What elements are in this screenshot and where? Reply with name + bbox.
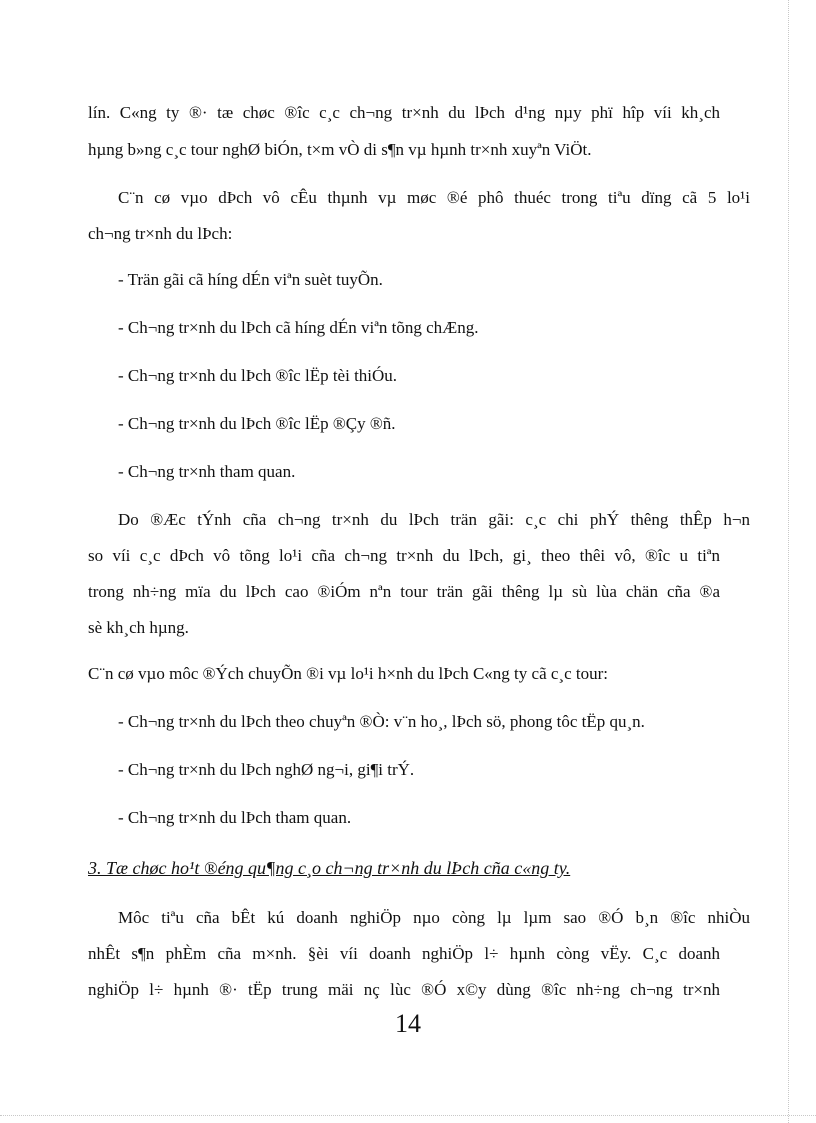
paragraph-line: C¨n cø vµo môc ®Ých chuyÕn ®i vµ lo¹i h×nh du lÞch C«ng ty cã c¸c tour: <box>88 664 608 683</box>
paragraph-line: sè kh¸ch hµng. <box>88 618 189 637</box>
list-item: - Ch¬ng tr×nh du lÞch nghØ ng¬i, gi¶i trÝ. <box>118 760 415 779</box>
list-item: - Ch¬ng tr×nh du lÞch ®îc lËp tèi thiÓu. <box>118 366 398 385</box>
paragraph-line: nghiÖp l÷ hµnh ®· tËp trung mäi nç lùc ®Ó x©y dùng ®îc nh÷ng ch¬ng tr×nh <box>88 980 720 999</box>
paragraph-line: Do ®Æc tÝnh cña ch¬ng tr×nh du lÞch trän gãi: c¸c chi phÝ thêng thÊp h¬n <box>118 510 750 529</box>
page-border-bottom <box>0 1115 816 1116</box>
list-item: - Ch¬ng tr×nh du lÞch theo chuyªn ®Ò: v¨n ho¸, lÞch sö, phong tôc tËp qu¸n. <box>118 712 645 731</box>
page-border-right <box>788 0 789 1123</box>
list-item: - Ch¬ng tr×nh tham quan. <box>118 462 296 481</box>
list-item: - Ch¬ng tr×nh du lÞch cã híng dÉn viªn tõng chÆng. <box>118 318 479 337</box>
paragraph-line: Môc tiªu cña bÊt kú doanh nghiÖp nµo còng lµ lµm sao ®Ó b¸n ®îc nhiÒu <box>118 908 750 927</box>
paragraph-line: nhÊt s¶n phÈm cña m×nh. §èi víi doanh nghiÖp l÷ hµnh còng vËy. C¸c doanh <box>88 944 720 963</box>
list-item: - Trän gãi cã híng dÉn viªn suèt tuyÕn. <box>118 270 383 289</box>
paragraph-line: lín. C«ng ty ®· tæ chøc ®îc c¸c ch¬ng tr×nh du lÞch d¹ng nµy phï hîp víi kh¸ch <box>88 103 720 122</box>
list-item: - Ch¬ng tr×nh du lÞch tham quan. <box>118 808 352 827</box>
paragraph-line: so víi c¸c dÞch vô tõng lo¹i cña ch¬ng tr×nh du lÞch, gi¸ theo thêi vô, ®îc u tiªn <box>88 546 720 565</box>
paragraph-line: trong nh÷ng mïa du lÞch cao ®iÓm nªn tour trän gãi thêng lµ sù lùa chän cña ®a <box>88 582 720 601</box>
paragraph-line: ch¬ng tr×nh du lÞch: <box>88 224 233 243</box>
list-item: - Ch¬ng tr×nh du lÞch ®îc lËp ®Çy ®ñ. <box>118 414 396 433</box>
paragraph-line: hµng b»ng c¸c tour nghØ biÓn, t×m vÒ di s¶n vµ hµnh tr×nh xuyªn ViÖt. <box>88 140 592 159</box>
paragraph-line: C¨n cø vµo dÞch vô cÊu thµnh vµ møc ®é phô thuéc trong tiªu dïng cã 5 lo¹i <box>118 188 750 207</box>
page-number: 14 <box>395 1009 421 1038</box>
section-heading: 3. Tæ chøc ho¹t ®éng qu¶ng c¸o ch¬ng tr×nh du lÞch cña c«ng ty. <box>88 858 571 878</box>
